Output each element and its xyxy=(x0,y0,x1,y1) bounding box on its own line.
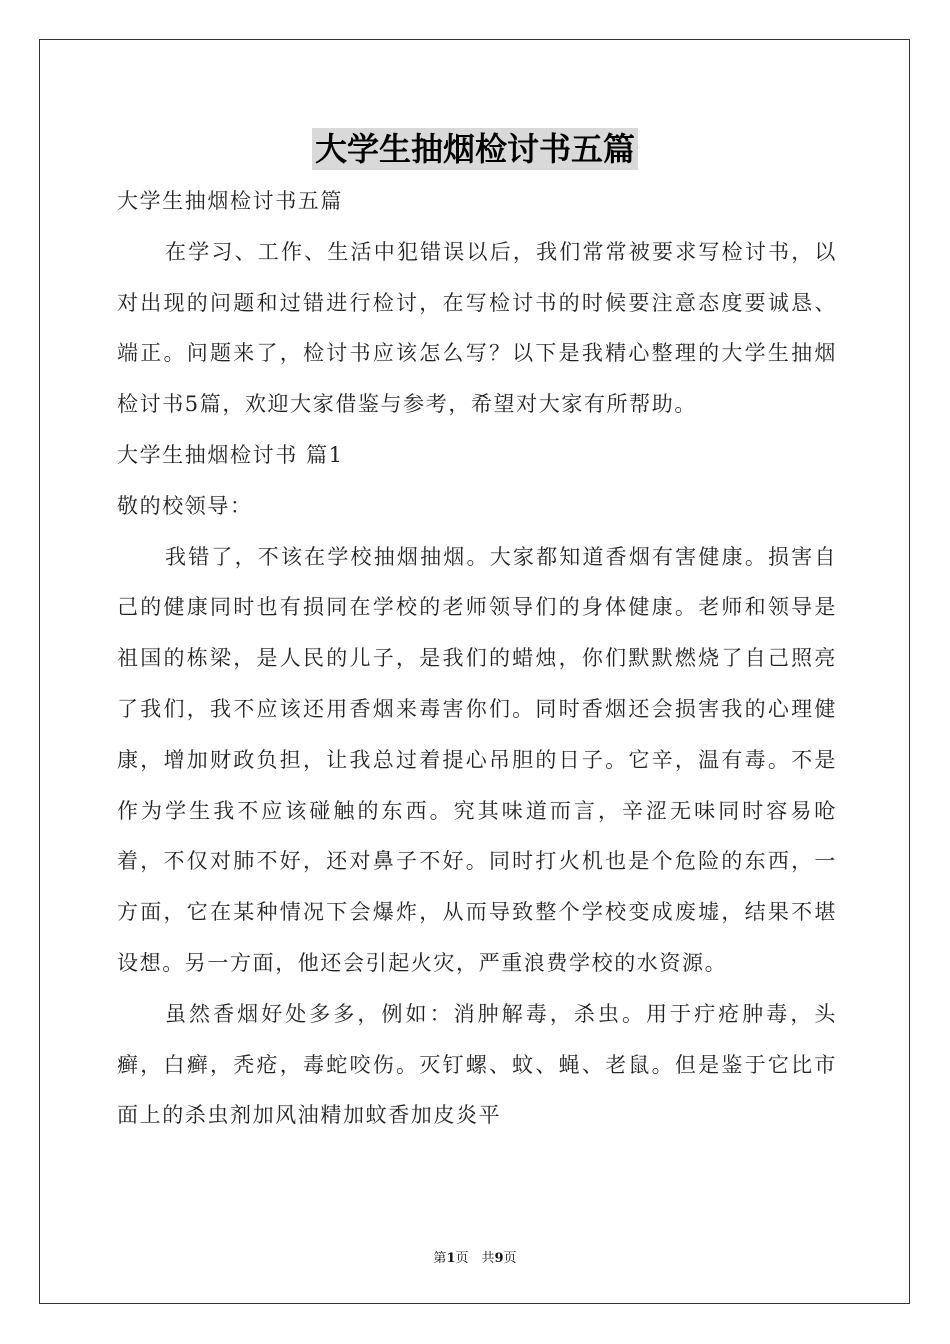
footer-page-mid: 页 共 xyxy=(455,1251,495,1266)
paragraph-body-2: 虽然香烟好处多多，例如：消肿解毒，杀虫。用于疔疮肿毒，头癣，白癣，秃疮，毒蛇咬伤。灭钉螺、蚊、蝇、老鼠。但是鉴于它比市面上的杀虫剂加风油精加蚊香加皮炎平 xyxy=(117,1001,837,1128)
page-footer xyxy=(0,1247,950,1266)
paragraph-subtitle: 大学生抽烟检讨书五篇 xyxy=(117,189,343,213)
section-heading: 大学生抽烟检讨书 篇1 xyxy=(117,442,344,467)
paragraph-intro: 在学习、工作、生活中犯错误以后，我们常常被要求写检讨书，以对出现的问题和过错进行检讨，在写检讨书的时候要注意态度要诚恳、端正。问题来了，检讨书应该怎么写？以下是我精心整理的大学生抽烟检讨书5篇，欢迎大家借鉴与参考，希望对大家有所帮助。 xyxy=(117,239,837,417)
footer-page-current: 1 xyxy=(446,1251,456,1266)
salutation: 敬的校领导： xyxy=(117,493,253,518)
footer-page-prefix: 第 xyxy=(433,1251,447,1266)
document-title: 大学生抽烟检讨书五篇 xyxy=(312,128,638,170)
paragraph-body-1: 我错了，不该在学校抽烟抽烟。大家都知道香烟有害健康。损害自己的健康同时也有损同在学校的老师领导们的身体健康。老师和领导是祖国的栋梁，是人民的儿子，是我们的蜡烛，你们默默燃烧了自己照亮了我们，我不应该还用香烟来毒害你们。同时香烟还会损害我的心理健康，增加财政负担，让我总过着提心吊胆的日子。它辛，温有毒。不是作为学生我不应该碰触的东西。究其味道而言，辛涩无味同时容易呛着，不仅对肺不好，还对鼻子不好。同时打火机也是个危险的东西，一方面，它在某种情况下会爆炸，从而导致整个学校变成废墟，结果不堪设想。另一方面，他还会引起火灾，严重浪费学校的水资源。 xyxy=(117,544,837,975)
title-area xyxy=(0,128,950,170)
footer-page-total: 9 xyxy=(494,1251,504,1266)
footer-page-suffix: 页 xyxy=(503,1251,517,1266)
document-body xyxy=(117,176,837,1141)
